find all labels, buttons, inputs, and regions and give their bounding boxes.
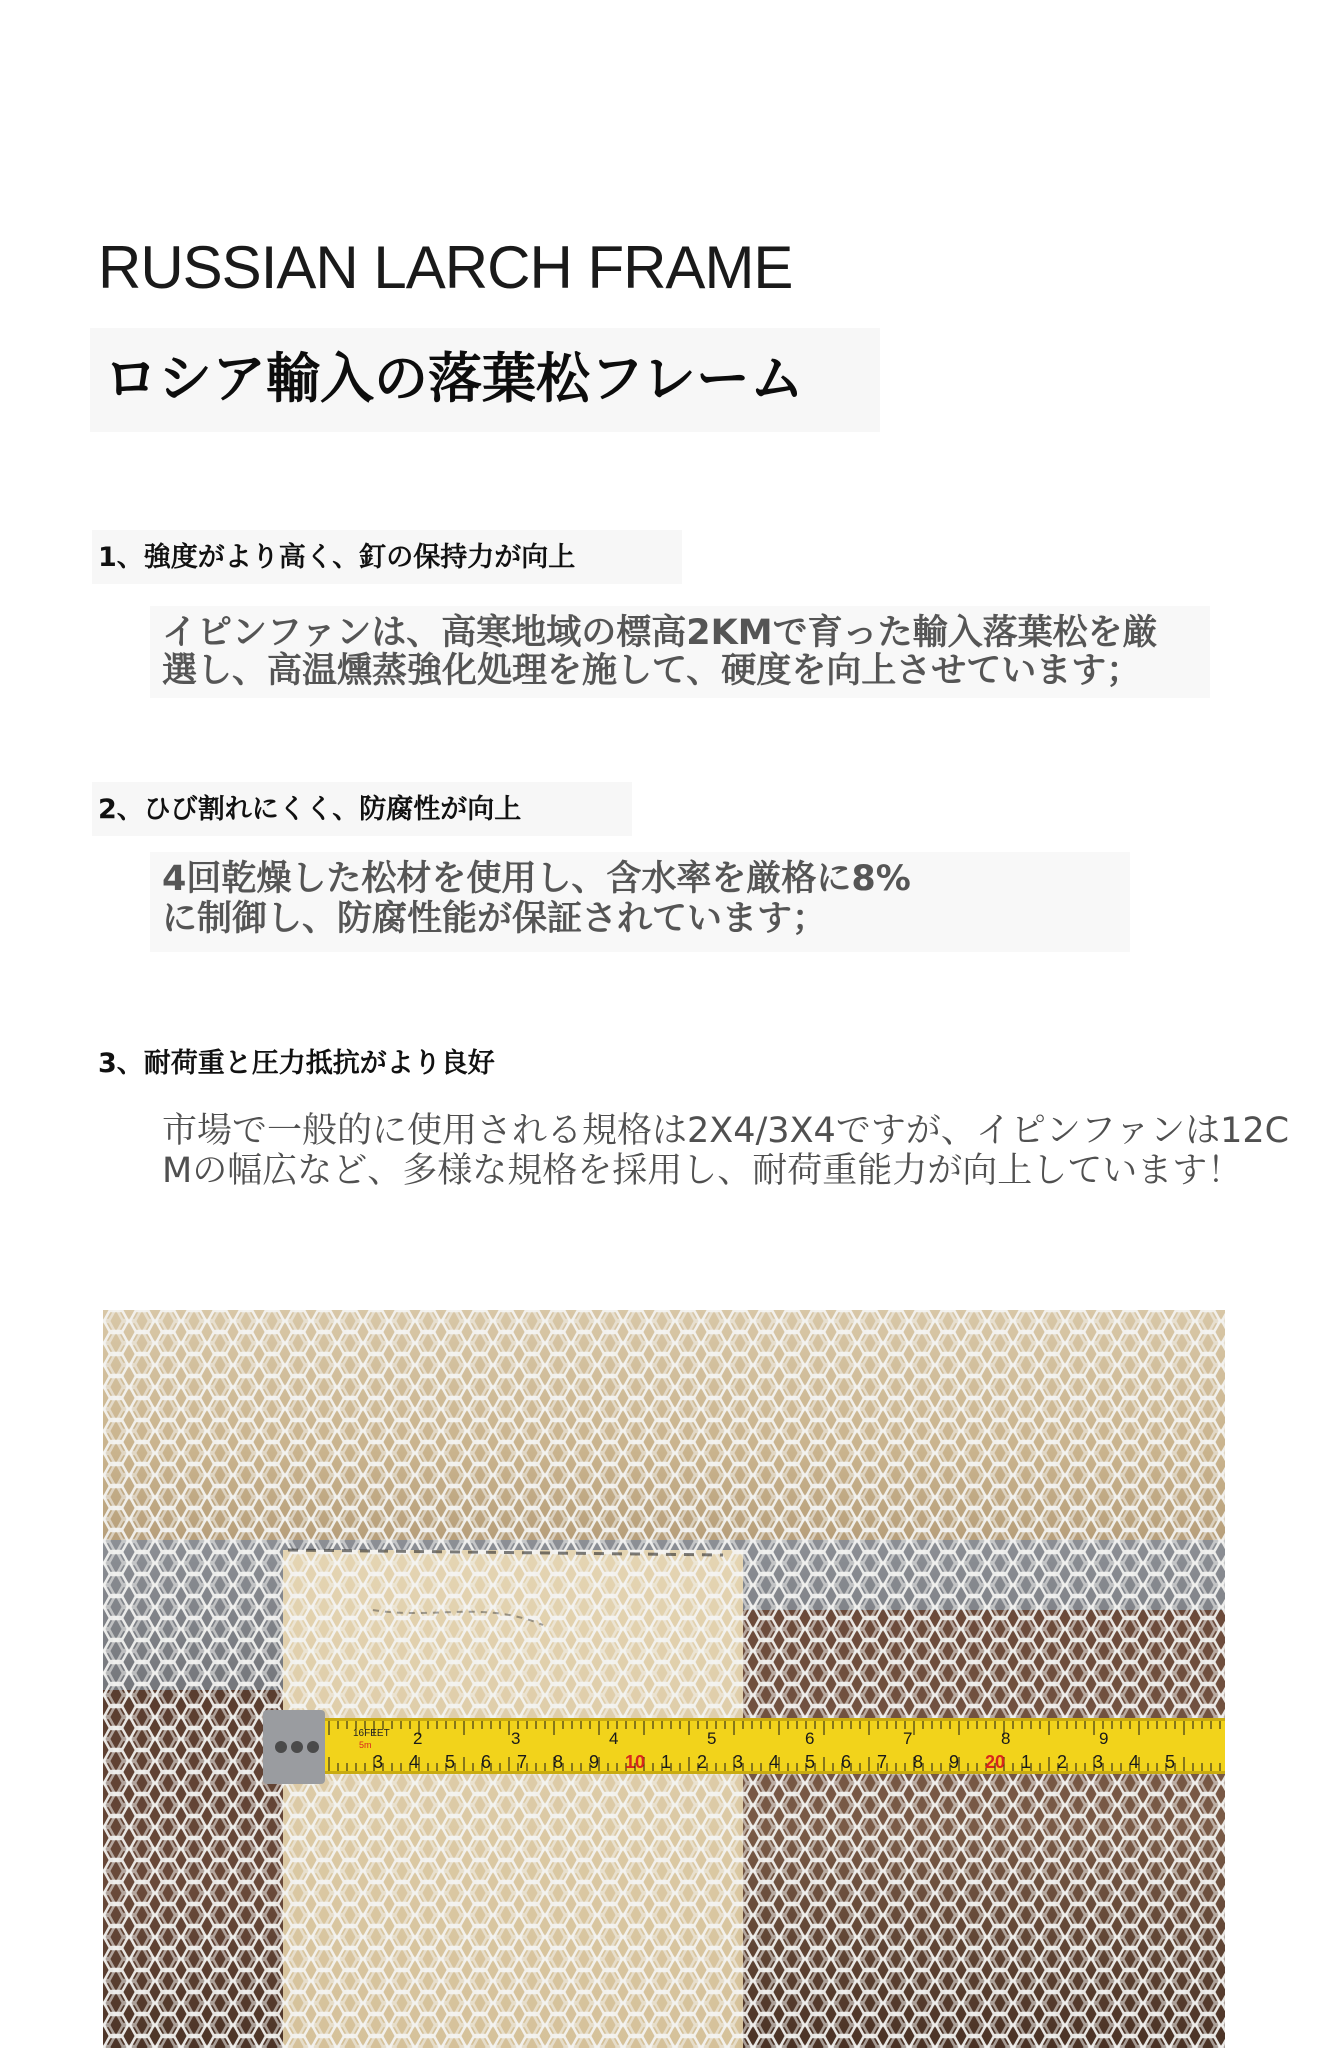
section-3-heading: 3、耐荷重と圧力抵抗がより良好 — [98, 1048, 495, 1079]
tape-label: 16FEET — [353, 1728, 390, 1739]
section-1-heading: 1、強度がより高く、釘の保持力が向上 — [98, 542, 576, 573]
tape-bottom-number: 8 — [913, 1752, 924, 1772]
tape-bottom-number: 7 — [517, 1752, 528, 1772]
tape-top-number: 3 — [511, 1729, 521, 1748]
tape-bottom-number: 7 — [877, 1752, 888, 1772]
tape-label-metric: 5m — [359, 1740, 372, 1750]
tape-bottom-number: 8 — [553, 1752, 564, 1772]
section-2-heading: 2、ひび割れにくく、防腐性が向上 — [98, 794, 522, 825]
section-2-line-1: 4回乾燥した松材を使用し、含水率を厳格に8% — [162, 859, 911, 899]
tape-bottom-number: 4 — [769, 1752, 780, 1772]
tape-bottom-number: 3 — [373, 1752, 384, 1772]
tape-bottom-number: 1 — [1021, 1752, 1032, 1772]
tape-bottom-number: 4 — [409, 1752, 420, 1772]
tape-bottom-number: 2 — [697, 1752, 708, 1772]
tape-bottom-number: 3 — [733, 1752, 744, 1772]
tape-bottom-number: 9 — [949, 1752, 960, 1772]
tape-top-number: 8 — [1001, 1729, 1011, 1748]
product-photo — [103, 1310, 1225, 2048]
tape-top-number: 9 — [1099, 1729, 1109, 1748]
tape-bottom-number: 4 — [1129, 1752, 1140, 1772]
tape-top-number: 5 — [707, 1729, 717, 1748]
section-2-line-2: に制御し、防腐性能が保証されています； — [162, 899, 828, 939]
tape-bottom-number: 5 — [805, 1752, 816, 1772]
tape-bottom-number: 9 — [589, 1752, 600, 1772]
tape-bottom-number: 5 — [445, 1752, 456, 1772]
tape-top-number: 6 — [805, 1729, 815, 1748]
tape-bottom-number: 20 — [985, 1752, 1006, 1772]
tape-bottom-number: 1 — [661, 1752, 672, 1772]
tape-bottom-number: 10 — [625, 1752, 646, 1772]
tape-top-number: 7 — [903, 1729, 913, 1748]
tape-top-number: 2 — [413, 1729, 423, 1748]
tape-top-number: 4 — [609, 1729, 619, 1748]
title-jp: ロシア輸入の落葉松フレーム — [104, 347, 804, 410]
section-1-line-2: 選し、高温燻蒸強化処理を施して、硬度を向上させています； — [162, 651, 1142, 691]
tape-measure — [263, 1710, 1225, 1784]
tape-bottom-number: 3 — [1093, 1752, 1104, 1772]
title-en: RUSSIAN LARCH FRAME — [98, 234, 793, 301]
tape-bottom-number: 5 — [1165, 1752, 1176, 1772]
section-1-line-1: イピンファンは、高寒地域の標高2KMで育った輸入落葉松を厳 — [162, 613, 1158, 653]
tape-bottom-number: 2 — [1057, 1752, 1068, 1772]
title-jp-box — [90, 328, 880, 432]
section-3-line-1: 市場で一般的に使用される規格は2X4/3X4ですが、イピンファンは12C — [162, 1112, 1290, 1150]
hex-mesh — [103, 1310, 1225, 2048]
tape-bottom-number: 6 — [481, 1752, 492, 1772]
section-3-line-2: Mの幅広など、多様な規格を採用し、耐荷重能力が向上しています！ — [162, 1151, 1243, 1191]
tape-bottom-number: 6 — [841, 1752, 852, 1772]
